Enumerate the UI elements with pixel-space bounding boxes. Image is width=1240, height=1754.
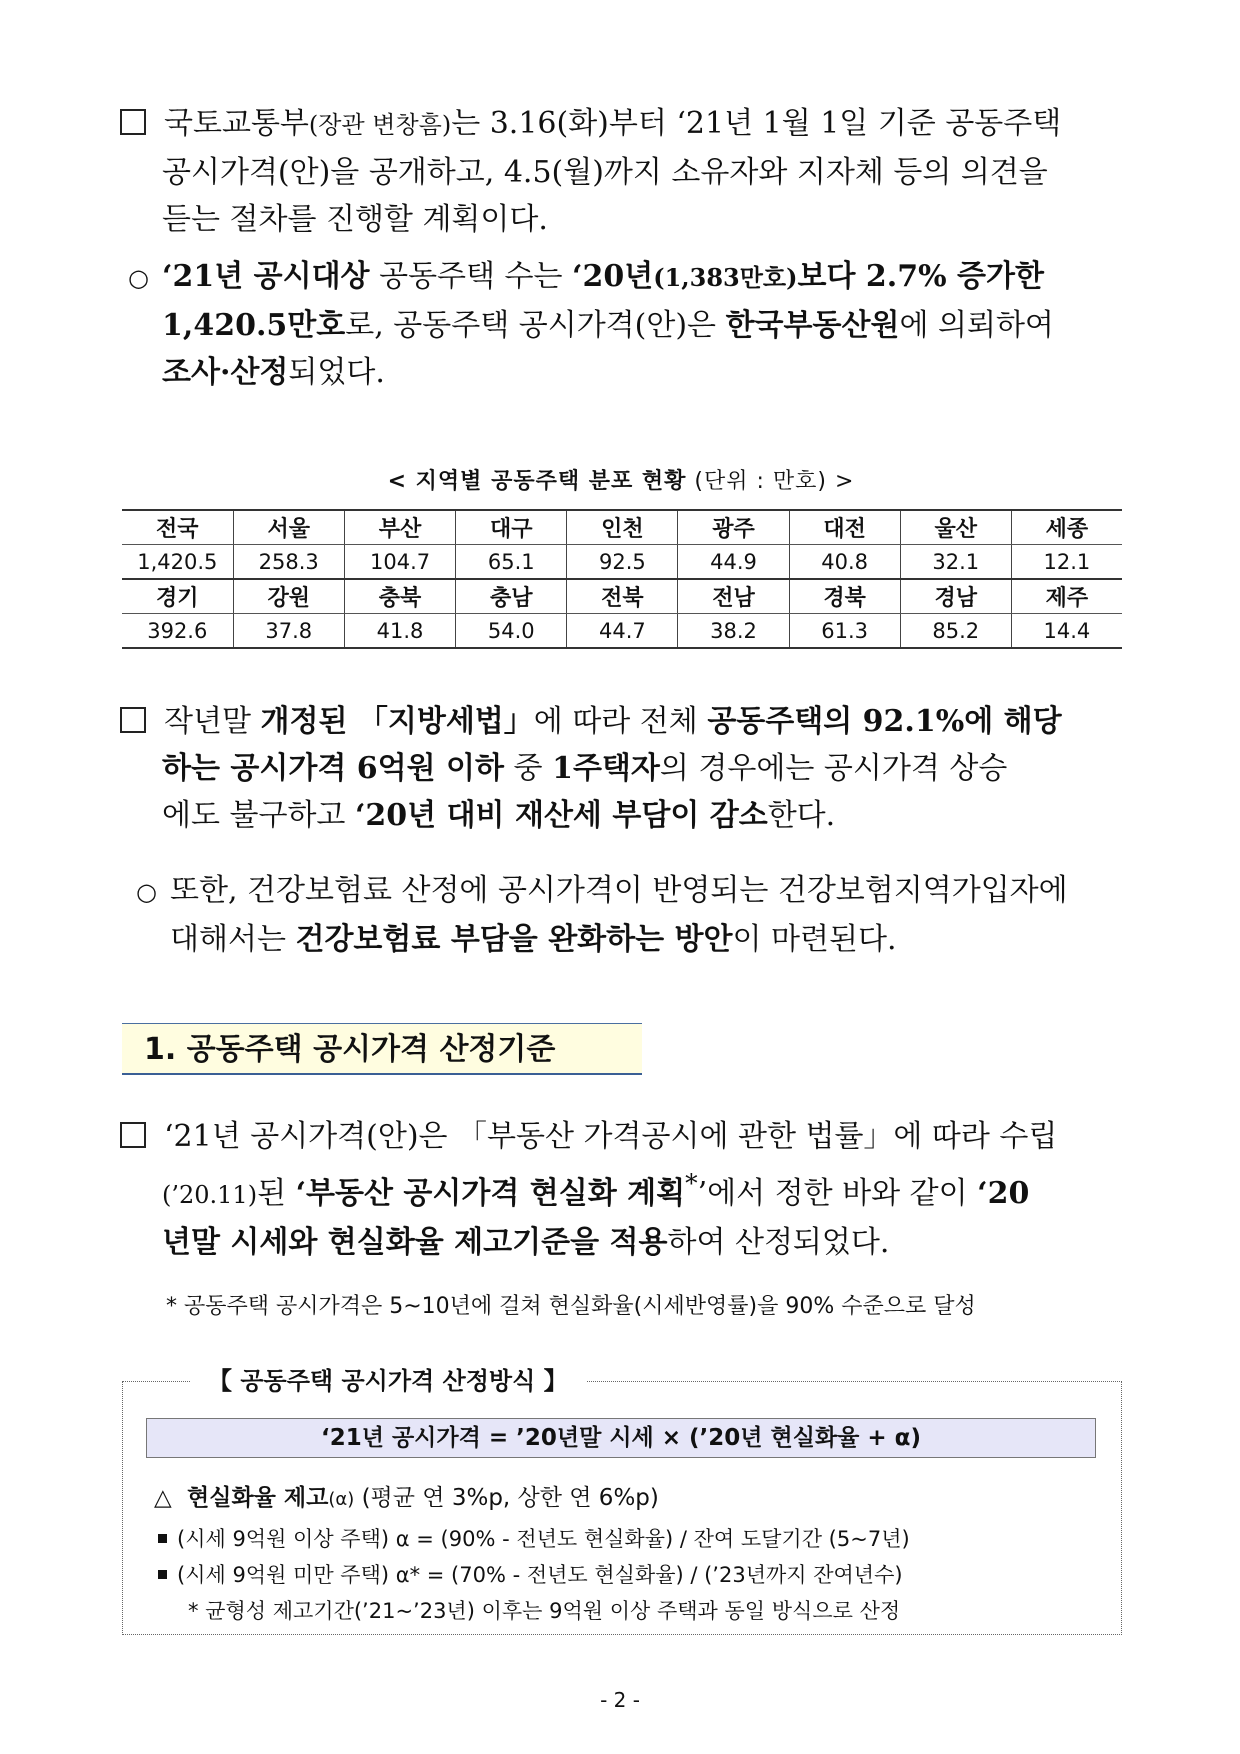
footnote: * 공동주택 공시가격은 5~10년에 걸쳐 현실화율(시세반영률)을 90% 수준으로 달성	[166, 1294, 976, 1319]
table-header-cell: 울산	[900, 510, 1011, 545]
table-header-cell: 전남	[678, 579, 789, 614]
table-caption: < 지역별 공동주택 분포 현황 (단위 : 만호) >	[387, 469, 855, 494]
paragraph-announcement: 국토교통부(장관 변창흠)는 3.16(화)부터 ‘21년 1월 1일 기준 공동주택 공시가격(안)을 공개하고, 4.5(월)까지 소유자와 지자체 등의 의견을 듣는 절차를 진행할 계획이다.	[120, 100, 1122, 243]
square-bullet-icon	[120, 109, 146, 135]
paragraph-health-insurance: ○ 또한, 건강보험료 산정에 공시가격이 반영되는 건강보험지역가입자에 대해서는 건강보험료 부담을 완화하는 방안이 마련된다.	[136, 867, 1122, 963]
formula: ‘21년 공시가격 = ’20년말 시세 × (’20년 현실화율 + α)	[146, 1418, 1096, 1458]
table-header-row	[122, 510, 1122, 545]
table-header-cell: 부산	[344, 510, 455, 545]
square-bullet-icon	[158, 1534, 167, 1543]
table-cell: 14.4	[1011, 614, 1122, 649]
square-bullet-icon	[120, 707, 146, 733]
table-header-cell: 대전	[789, 510, 900, 545]
table-header-row	[122, 579, 1122, 614]
table-cell: 104.7	[344, 545, 455, 580]
table-cell: 32.1	[900, 545, 1011, 580]
table-header-cell: 충남	[456, 579, 567, 614]
table-cell: 37.8	[233, 614, 344, 649]
table-header-cell: 서울	[233, 510, 344, 545]
table-header-cell: 충북	[344, 579, 455, 614]
realization-rate-line: △ 현실화율 제고(α) (평균 연 3%p, 상한 연 6%p)	[154, 1485, 659, 1511]
table-header-cell: 세종	[1011, 510, 1122, 545]
table-cell: 258.3	[233, 545, 344, 580]
circle-bullet-icon: ○	[128, 264, 149, 292]
table-cell: 40.8	[789, 545, 900, 580]
table-header-cell: 경남	[900, 579, 1011, 614]
table-header-cell: 인천	[567, 510, 678, 545]
table-header-cell: 대구	[456, 510, 567, 545]
table-cell: 392.6	[122, 614, 233, 649]
table-cell: 61.3	[789, 614, 900, 649]
square-bullet-icon	[158, 1570, 167, 1579]
table-cell: 44.9	[678, 545, 789, 580]
table-cell: 85.2	[900, 614, 1011, 649]
table-header-cell: 경북	[789, 579, 900, 614]
table-cell: 44.7	[567, 614, 678, 649]
section-title: 1. 공동주택 공시가격 산정기준	[122, 1023, 642, 1075]
table-cell: 12.1	[1011, 545, 1122, 580]
table-header-cell: 경기	[122, 579, 233, 614]
table-row	[122, 614, 1122, 649]
table-cell: 54.0	[456, 614, 567, 649]
triangle-icon: △	[154, 1485, 172, 1511]
regional-distribution-table	[122, 509, 1122, 649]
list-item: (시세 9억원 이상 주택) α = (90% - 전년도 현실화율) / 잔여 도달기간 (5~7년)	[158, 1523, 910, 1553]
table-cell: 65.1	[456, 545, 567, 580]
paragraph-property-tax: 작년말 개정된 「지방세법」에 따라 전체 공동주택의 92.1%에 해당 하는 공시가격 6억원 이하 중 1주택자의 경우에는 공시가격 상승 에도 불구하고 ‘20년 대비 재산세 부담이 감소한다.	[120, 698, 1122, 839]
method-box-title: 【 공동주택 공시가격 산정방식 】	[190, 1361, 586, 1401]
table-header-cell: 전북	[567, 579, 678, 614]
table-cell: 41.8	[344, 614, 455, 649]
method-box-note: * 균형성 제고기간(’21~’23년) 이후는 9억원 이상 주택과 동일 방식으로 산정	[188, 1599, 901, 1623]
table-cell: 1,420.5	[122, 545, 233, 580]
table-header-cell: 강원	[233, 579, 344, 614]
table-header-cell: 제주	[1011, 579, 1122, 614]
page-number: - 2 -	[600, 1688, 640, 1712]
circle-bullet-icon: ○	[136, 878, 157, 906]
table-header-cell: 전국	[122, 510, 233, 545]
table-header-cell: 광주	[678, 510, 789, 545]
table-row	[122, 545, 1122, 580]
paragraph-target-count: ○ ‘21년 공시대상 공동주택 수는 ‘20년(1,383만호)보다 2.7% 증가한 1,420.5만호로, 공동주택 공시가격(안)은 한국부동산원에 의뢰하여 조사·산정되었다.	[128, 253, 1122, 396]
list-item: (시세 9억원 미만 주택) α* = (70% - 전년도 현실화율) / (’23년까지 잔여년수)	[158, 1559, 903, 1589]
table-cell: 92.5	[567, 545, 678, 580]
square-bullet-icon	[120, 1122, 146, 1148]
table-cell: 38.2	[678, 614, 789, 649]
paragraph-calculation-basis: ‘21년 공시가격(안)은 「부동산 가격공시에 관한 법률」에 따라 수립 (’20.11)된 ‘부동산 공시가격 현실화 계획*’에서 정한 바와 같이 ‘20 년말 시세와 현실화율 제고기준을 적용하여 산정되었다.	[120, 1113, 1122, 1266]
